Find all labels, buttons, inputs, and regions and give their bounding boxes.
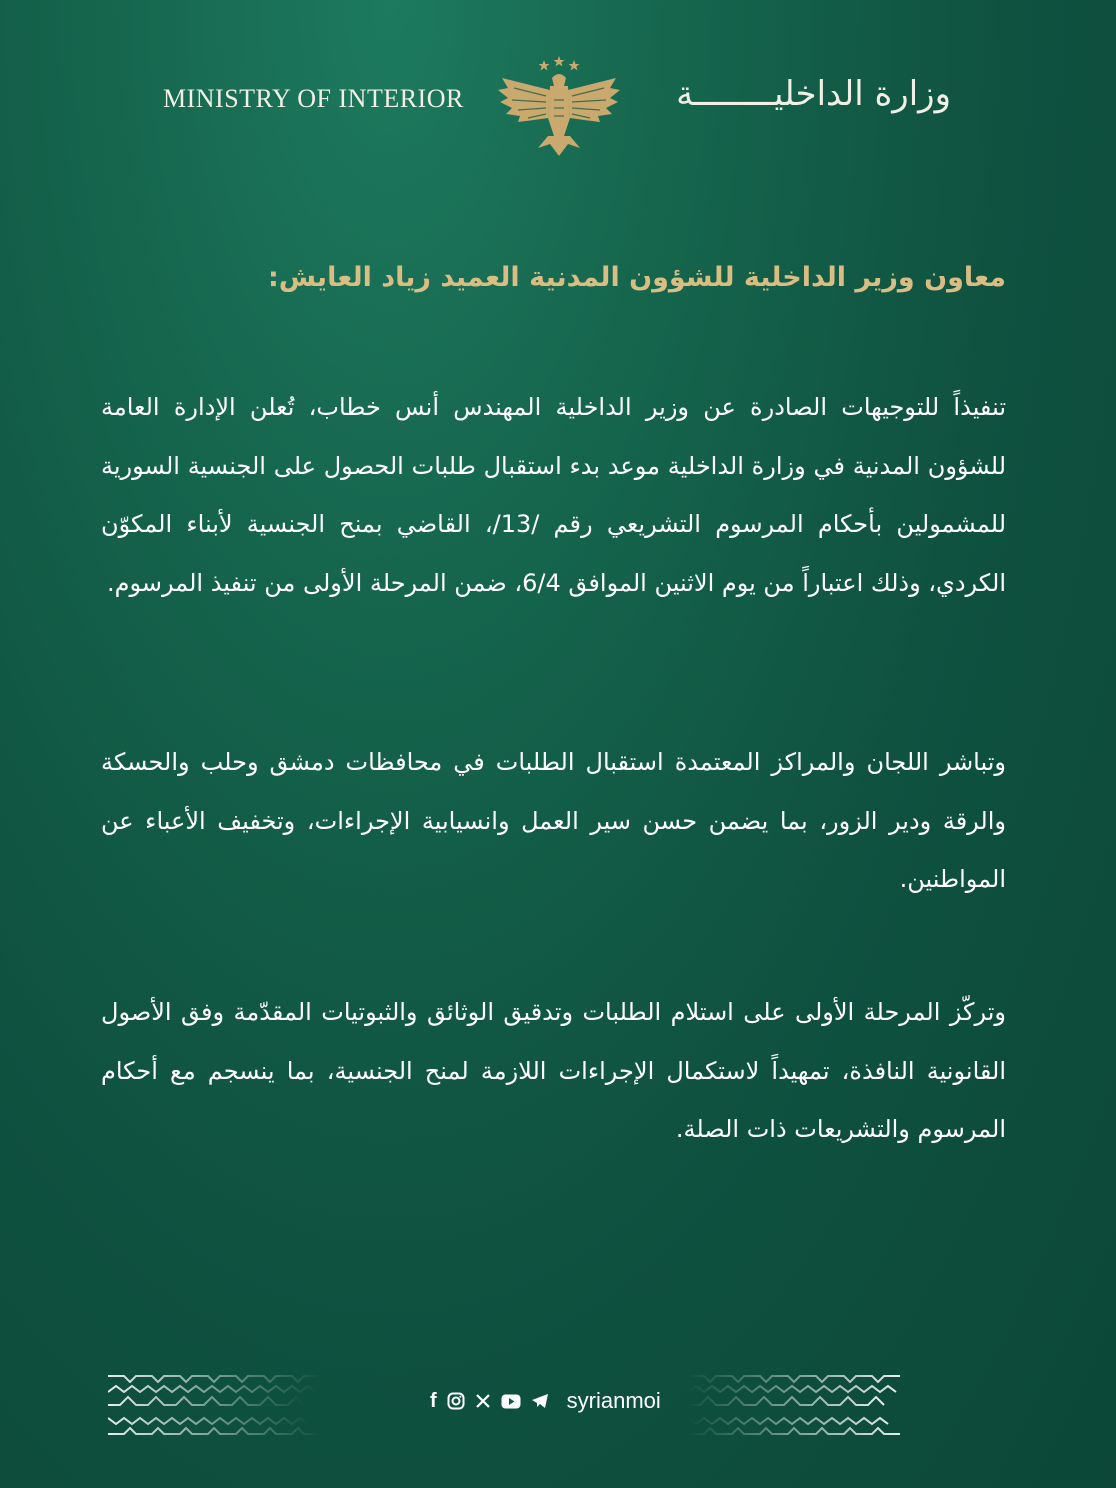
ministry-title-english: MINISTRY OF INTERIOR [163,84,464,113]
ministry-title-arabic: وزارة الداخليــــــــة [676,74,951,114]
header [0,52,1116,152]
decorative-pattern-left [108,1370,428,1440]
eagle-emblem-icon [494,56,624,160]
social-handle[interactable]: syrianmoi [566,1388,661,1413]
telegram-icon[interactable] [531,1393,549,1409]
x-icon[interactable] [475,1393,491,1409]
paragraph-2: وتباشر اللجان والمراكز المعتمدة استقبال الطلبات في محافظات دمشق وحلب والحسكة والرقة ودير الزور، بما يضمن حسن سير العمل وانسيابية الإجراءات، وتخفيف الأعباء عن المواطنين. [101,748,1006,893]
decorative-pattern-right [688,1370,1008,1440]
social-links [430,1386,661,1416]
paragraph-1: تنفيذاً للتوجيهات الصادرة عن وزير الداخلية المهندس أنس خطاب، تُعلن الإدارة العامة للشؤون المدنية في وزارة الداخلية موعد بدء استقبال طلبات الحصول على الجنسية السورية للمشمولين بأحكام المرسوم التشريعي رقم /13/، القاضي بمنح الجنسية لأبناء المكوّن الكردي، وذلك اعتباراً من يوم الاثنين الموافق 6/4، ضمن المرحلة الأولى من تنفيذ المرسوم. [101,393,1007,597]
statement-heading: معاون وزير الداخلية للشؤون المدنية العميد زياد العايش: [267,262,1006,293]
youtube-icon[interactable] [501,1394,521,1409]
facebook-icon[interactable]: f [430,1389,437,1412]
paragraph-3: وتركّز المرحلة الأولى على استلام الطلبات وتدقيق الوثائق والثبوتيات المقدّمة وفق الأصول القانونية النافذة، تمهيداً لاستكمال الإجراءات اللازمة لمنح الجنسية، بما ينسجم مع أحكام المرسوم والتشريعات ذات الصلة. [101,998,1006,1143]
instagram-icon[interactable] [447,1392,465,1410]
